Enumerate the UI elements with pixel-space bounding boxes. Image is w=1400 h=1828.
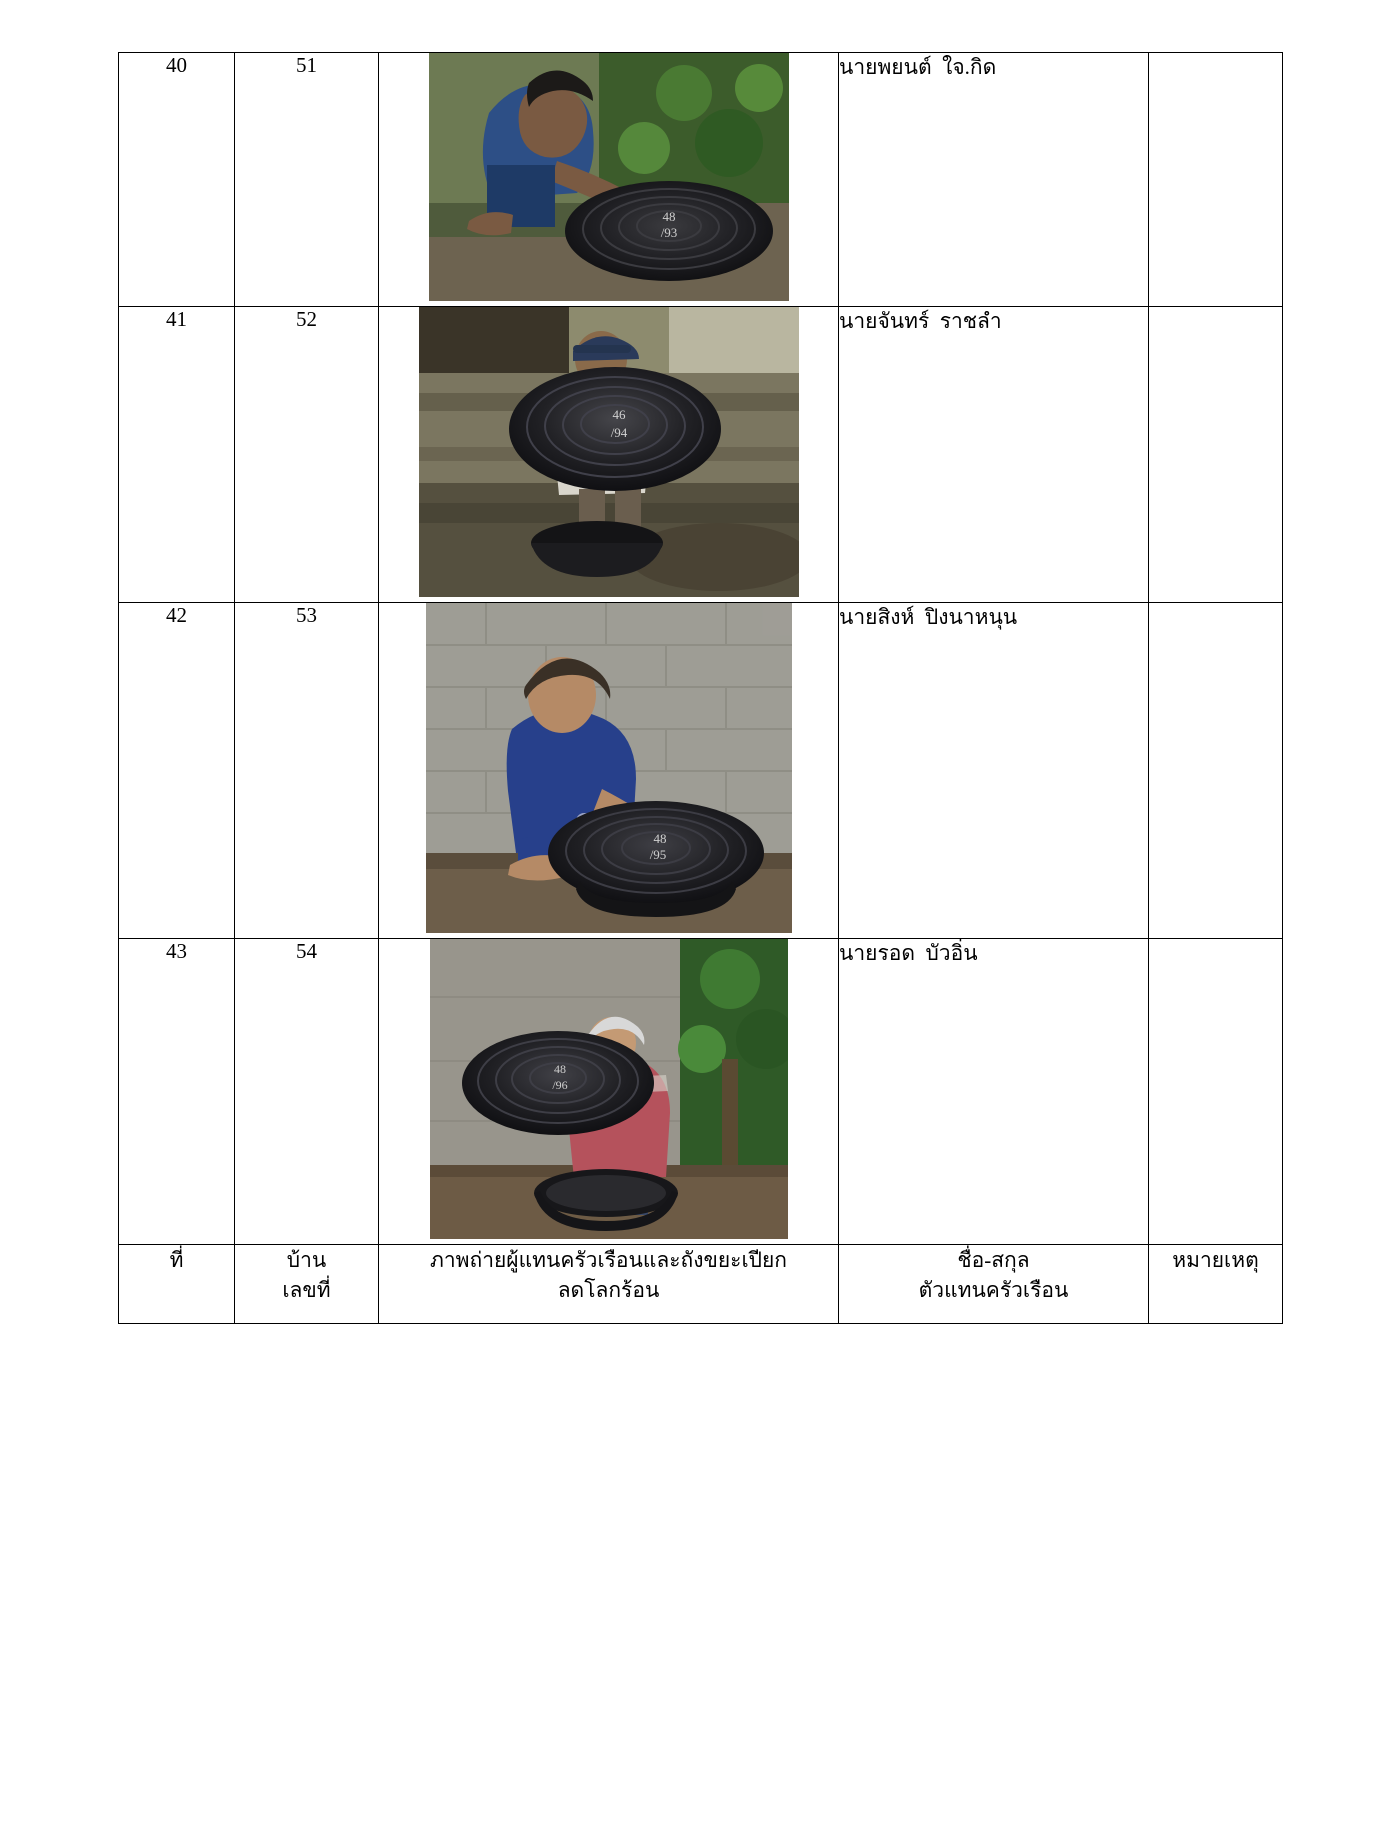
photo-household-40 bbox=[429, 53, 789, 301]
svg-text:46: 46 bbox=[612, 407, 625, 422]
footer-name-line1: ชื่อ-สกุล bbox=[957, 1248, 1030, 1272]
cell-house-no: 54 bbox=[235, 939, 379, 1245]
svg-text:/95: /95 bbox=[649, 847, 666, 862]
table-row bbox=[119, 603, 1283, 939]
cell-name: นายสิงห์ ปิงนาหนุน bbox=[839, 603, 1149, 939]
cell-note bbox=[1149, 307, 1283, 603]
table-row bbox=[119, 939, 1283, 1245]
household-table bbox=[118, 52, 1283, 1324]
cell-name: นายจันทร์ ราชลำ bbox=[839, 307, 1149, 603]
svg-text:/96: /96 bbox=[551, 1078, 568, 1092]
svg-text:/94: /94 bbox=[610, 425, 627, 440]
footer-cell-note: หมายเหตุ bbox=[1149, 1245, 1283, 1324]
photo-household-43 bbox=[430, 939, 788, 1239]
cell-photo bbox=[379, 603, 839, 939]
footer-photo-line1: ภาพถ่ายผู้แทนครัวเรือนและถังขยะเปียก bbox=[430, 1248, 787, 1272]
cell-note bbox=[1149, 53, 1283, 307]
svg-text:48: 48 bbox=[662, 209, 675, 224]
cell-note bbox=[1149, 603, 1283, 939]
footer-cell-no: ที่ bbox=[119, 1245, 235, 1324]
cell-house-no: 51 bbox=[235, 53, 379, 307]
footer-house-line2: เลขที่ bbox=[282, 1278, 331, 1303]
photo-household-41 bbox=[419, 307, 799, 597]
footer-photo-line2: ลดโลกร้อน bbox=[557, 1278, 660, 1303]
footer-cell-name bbox=[839, 1245, 1149, 1324]
cell-no: 43 bbox=[119, 939, 235, 1245]
svg-text:48: 48 bbox=[553, 1062, 566, 1076]
cell-photo bbox=[379, 307, 839, 603]
cell-name: นายรอด บัวอิ่น bbox=[839, 939, 1149, 1245]
footer-cell-house-no bbox=[235, 1245, 379, 1324]
cell-name: นายพยนต์ ใจ.กิด bbox=[839, 53, 1149, 307]
cell-no: 41 bbox=[119, 307, 235, 603]
cell-photo bbox=[379, 939, 839, 1245]
svg-text:48: 48 bbox=[653, 831, 666, 846]
cell-house-no: 53 bbox=[235, 603, 379, 939]
photo-household-42 bbox=[426, 603, 792, 933]
svg-text:/93: /93 bbox=[660, 225, 677, 240]
footer-name-line2: ตัวแทนครัวเรือน bbox=[918, 1278, 1069, 1303]
cell-no: 40 bbox=[119, 53, 235, 307]
cell-house-no: 52 bbox=[235, 307, 379, 603]
table-row bbox=[119, 53, 1283, 307]
footer-cell-photo bbox=[379, 1245, 839, 1324]
cell-photo bbox=[379, 53, 839, 307]
cell-note bbox=[1149, 939, 1283, 1245]
footer-house-line1: บ้าน bbox=[286, 1248, 327, 1272]
table-row bbox=[119, 307, 1283, 603]
table-footer-row bbox=[119, 1245, 1283, 1324]
cell-no: 42 bbox=[119, 603, 235, 939]
